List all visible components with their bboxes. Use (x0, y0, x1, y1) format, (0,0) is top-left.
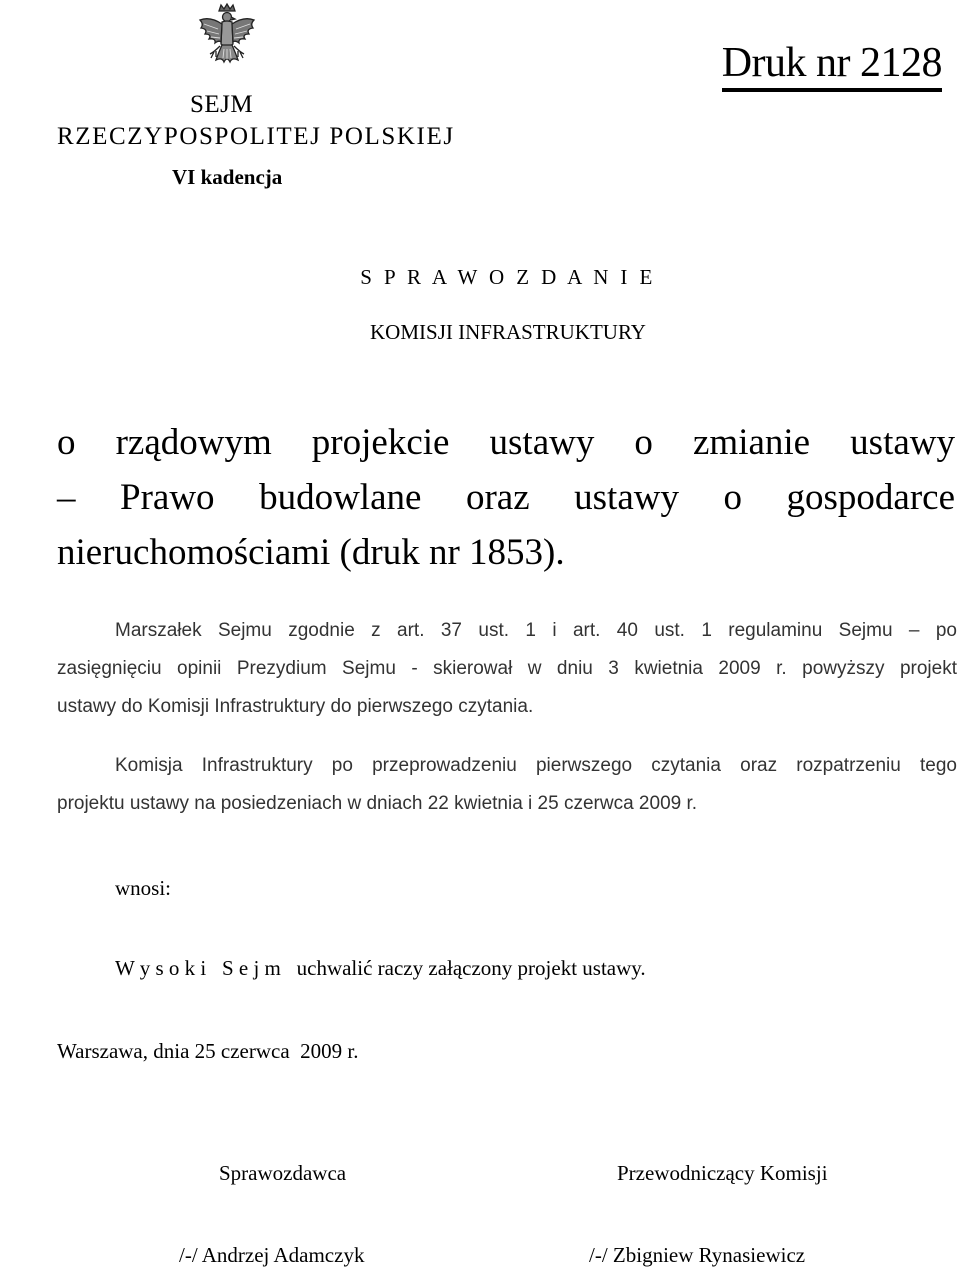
paragraph-1-line-3: ustawy do Komisji Infrastruktury do pierwszego czytania. (57, 696, 534, 717)
wnosi-label: wnosi: (115, 876, 172, 900)
committee-heading: KOMISJI INFRASTRUKTURY (370, 320, 646, 344)
date-place: Warszawa, dnia 25 czerwca 2009 r. (57, 1039, 359, 1063)
rzeczpospolita-label: RZECZYPOSPOLITEJ POLSKIEJ (57, 123, 455, 150)
chairman-label: Przewodniczący Komisji (617, 1161, 828, 1185)
kadencja-label: VI kadencja (172, 165, 283, 189)
chairman-signature: /-/ Zbigniew Rynasiewicz (589, 1243, 806, 1267)
rapporteur-label: Sprawozdawca (219, 1161, 347, 1185)
paragraph-1-line-1: Marszałek Sejmu zgodnie z art. 37 ust. 1 i art. 40 ust. 1 regulaminu Sejmu – po (115, 620, 957, 641)
document-title-line-2: – Prawo budowlane oraz ustawy o gospodarce (57, 477, 955, 518)
sejm-label: SEJM (190, 91, 254, 118)
document-title-line-1: o rządowym projekcie ustawy o zmianie ustawy (57, 422, 955, 463)
report-heading: S P R A W O Z D A N I E (360, 265, 656, 289)
paragraph-1-line-2: zasięgnięciu opinii Prezydium Sejmu - skierował w dniu 3 kwietnia 2009 r. powyższy projekt (57, 658, 957, 679)
polish-eagle-emblem-icon (196, 2, 258, 76)
paragraph-2-line-2: projektu ustawy na posiedzeniach w dniach 22 kwietnia i 25 czerwca 2009 r. (57, 793, 698, 814)
document-title-line-3: nieruchomościami (druk nr 1853). (57, 532, 565, 573)
paragraph-2-line-1: Komisja Infrastruktury po przeprowadzeniu pierwszego czytania oraz rozpatrzeniu tego (115, 755, 957, 776)
rapporteur-signature: /-/ Andrzej Adamczyk (179, 1243, 365, 1267)
motion-text: W y s o k i S e j m uchwalić raczy załączony projekt ustawy. (115, 956, 646, 980)
document-number: Druk nr 2128 (722, 42, 942, 92)
